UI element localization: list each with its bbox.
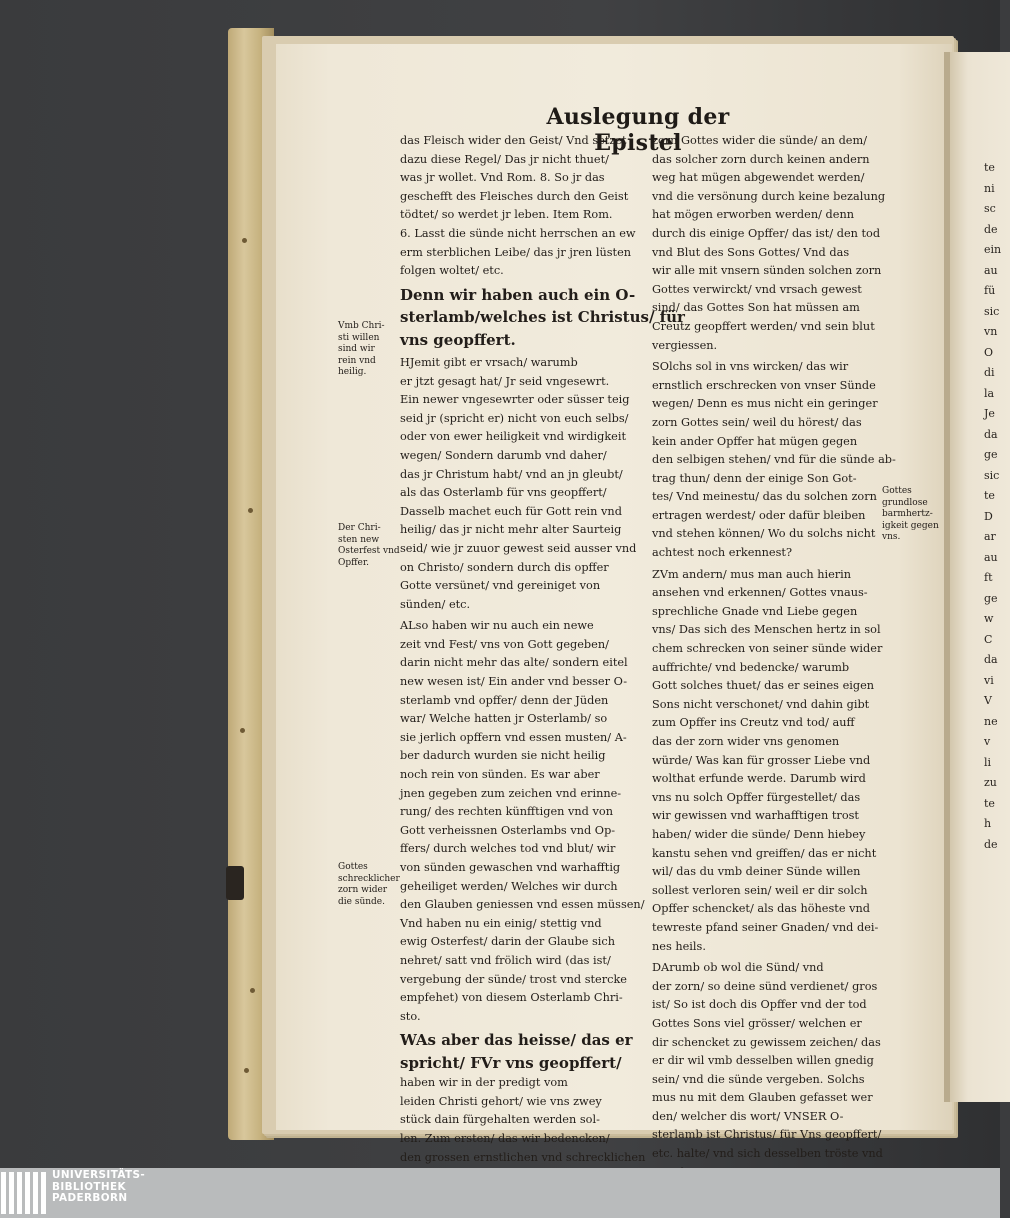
text-line: SOlchs sol in vns wircken/ das wir [652, 360, 849, 374]
library-footer [0, 1168, 1000, 1218]
text-line: Sons nicht verschonet/ vnd dahin gibt [652, 697, 870, 711]
text-line: den grossen ernstlichen vnd schrecklichen [400, 1150, 646, 1164]
text-line: sterlamb ist Christus/ für Vns geopffert/ [652, 1128, 882, 1142]
text-line: sünden/ etc. [400, 597, 471, 611]
facing-page-text: zu [984, 776, 997, 789]
facing-page-text: Je [984, 407, 995, 420]
text-line: spricht/ FVr vns geopffert/ [400, 1053, 622, 1072]
text-line: als das Osterlamb für vns geopffert/ [400, 486, 607, 500]
marginal-line: sten new [338, 534, 380, 545]
facing-page-text: de [984, 222, 998, 236]
text-line: vergiessen. [652, 338, 718, 352]
text-line: wir gewissen vnd warhafftigen trost [652, 809, 859, 823]
text-line: on Christo/ sondern durch dis opffer [400, 560, 609, 574]
text-line: sind/ das Gottes Son hat müssen am [652, 301, 860, 315]
text-line: sto. [400, 1009, 421, 1023]
text-line: weg hat mügen abgewendet werden/ [652, 171, 865, 185]
marginal-line: igkeit gegen [882, 520, 939, 531]
facing-page-text: te [984, 489, 995, 502]
marginal-line: barmhertz- [882, 509, 933, 519]
facing-page-text: v [984, 735, 991, 748]
text-line: vnd Blut des Sons Gottes/ Vnd das [652, 245, 850, 259]
text-line: würde/ Was kan für grosser Liebe vnd [652, 753, 871, 767]
marginal-line: Osterfest vnd [338, 546, 400, 556]
text-line: das solcher zorn durch keinen andern [652, 152, 870, 166]
book-clasp [226, 866, 244, 900]
marginal-line: grundlose [882, 497, 928, 508]
facing-page-text: sic [984, 468, 1000, 482]
facing-page-text: au [984, 550, 998, 564]
marginal-line: die sünde. [338, 896, 385, 907]
text-line: zorn Gottes sein/ weil du hörest/ das [652, 415, 862, 429]
text-line: Ein newer vngesewrter oder süsser teig [400, 393, 630, 407]
facing-page-text: la [984, 386, 995, 400]
marginal-line: sti willen [338, 332, 380, 343]
facing-page-text: h [984, 817, 992, 830]
marginal-line: Vmb Chri- [338, 321, 385, 331]
text-line: Gott verheissnen Osterlambs vnd Op- [400, 823, 616, 837]
text-line: war/ Welche hatten jr Osterlamb/ so [400, 712, 608, 726]
text-line: Denn wir haben auch ein O- [400, 285, 636, 304]
text-line: folgen woltet/ etc. [400, 264, 504, 278]
text-line: den selbigen stehen/ vnd für die sünde ab- [652, 453, 896, 467]
text-line: empfehet) von diesem Osterlamb Chri- [400, 991, 623, 1005]
text-line: vnd die versönung durch keine bezalung [652, 189, 886, 203]
logo-line: UNIVERSITÄTS- [52, 1169, 146, 1181]
text-line: wir alle mit vnsern sünden solchen zorn [652, 264, 882, 278]
text-line: trag thun/ denn der einige Son Got- [652, 471, 857, 485]
facing-page-text: ne [984, 714, 998, 728]
text-line: geheiliget werden/ Welches wir durch [400, 879, 618, 893]
text-line: sterlamb/welches ist Christus/ für [400, 308, 685, 327]
text-line: seid/ wie jr zuuor gewest seid ausser vnd [400, 541, 637, 555]
text-line: WAs aber das heisse/ das er [400, 1031, 633, 1050]
marginal-line: schrecklicher [338, 873, 400, 884]
facing-page-text: li [984, 755, 992, 769]
logo-line: PADERBORN [52, 1192, 128, 1204]
text-line: tödtet/ so werdet jr leben. Item Rom. [400, 208, 613, 222]
text-line: erm sterblichen Leibe/ das jr jren lüsten [400, 245, 632, 259]
text-line: ist/ So ist doch dis Opffer vnd der tod [652, 998, 867, 1012]
text-line: Gotte versünet/ vnd gereiniget von [400, 579, 601, 593]
text-line: kanstu sehen vnd greiffen/ das er nicht [652, 846, 877, 860]
text-line: wegen/ Sondern darumb vnd daher/ [400, 448, 607, 462]
text-line: er jtzt gesagt hat/ Jr seid vngesewrt. [400, 374, 610, 388]
text-line: chem schrecken von seiner sünde wider [652, 642, 883, 656]
logo-line: BIBLIOTHEK [52, 1180, 126, 1193]
text-line: durch dis einige Opffer/ das ist/ den tod [652, 226, 881, 240]
text-line: Opffer schencket/ als das höheste vnd [652, 902, 870, 916]
text-line: zorn Gottes wider die sünde/ an dem/ [652, 134, 868, 147]
marginal-line: Gottes [338, 862, 368, 872]
text-line: auffrichte/ vnd bedencke/ warumb [652, 660, 850, 674]
text-line: vergebung der sünde/ trost vnd stercke [400, 972, 627, 986]
text-line: ber dadurch wurden sie nicht heilig [400, 749, 606, 763]
text-line: von sünden gewaschen vnd warhafftig [400, 861, 621, 874]
text-line: seid jr (spricht er) nicht von euch selbs/ [400, 411, 629, 425]
marginal-line: zorn wider [338, 885, 388, 895]
text-line: hat mögen erworben werden/ denn [652, 208, 854, 222]
facing-page-text: w [984, 612, 994, 625]
marginal-note [882, 486, 939, 544]
text-line: ffers/ durch welches tod vnd blut/ wir [400, 842, 616, 856]
facing-page-text: ge [984, 448, 998, 461]
text-line: HJemit gibt er vrsach/ warumb [400, 355, 578, 369]
text-line: Creutz geopffert werden/ vnd sein blut [652, 319, 875, 333]
facing-page-text: O [984, 345, 994, 359]
text-line: mus nu mit dem Glauben gefasset wer [652, 1091, 873, 1105]
text-line: tewreste pfand seiner Gnaden/ vnd dei- [652, 920, 879, 934]
text-line: Gottes Sons viel grösser/ welchen er [652, 1016, 862, 1030]
text-line: achtest noch erkennest? [652, 546, 793, 560]
text-line: haben wir in der predigt vom [400, 1076, 568, 1090]
text-line: vnd stehen können/ Wo du solchs nicht [652, 527, 876, 541]
text-line: DArumb ob wol die Sünd/ vnd [652, 961, 824, 975]
text-line: nes heils. [652, 939, 706, 953]
facing-page-text: da [984, 653, 998, 666]
text-line: Gott solches thuet/ das er seines eigen [652, 679, 875, 693]
text-line: heilig/ das jr nicht mehr alter Saurteig [400, 523, 622, 537]
marginal-line: Gottes [882, 486, 912, 496]
facing-page-text: ge [984, 591, 998, 605]
text-line: sollest verloren sein/ weil er dir solch [652, 883, 868, 897]
text-line: vns nu solch Opffer fürgestellet/ das [652, 790, 861, 804]
text-line: wil/ das du vmb deiner Sünde willen [652, 865, 861, 879]
marginal-note [338, 321, 385, 379]
facing-page-text: te [984, 161, 995, 174]
text-line: leiden Christi gehort/ wie vns zwey [400, 1094, 602, 1108]
text-line: geschefft des Fleisches durch den Geist [400, 189, 629, 203]
text-line: 6. Lasst die sünde nicht herrschen an ew [400, 226, 636, 240]
text-line: ertragen werdest/ oder dafür bleiben [652, 508, 866, 522]
text-line: dazu diese Regel/ Das jr nicht thuet/ [400, 152, 609, 166]
facing-page-text: te [984, 796, 995, 810]
text-line: oder von ewer heiligkeit vnd wirdigkeit [400, 430, 627, 444]
text-line: stück dain fürgehalten werden sol- [400, 1113, 600, 1127]
marginal-line: Opffer. [338, 557, 370, 568]
text-line: der zorn/ so deine sünd verdienet/ gros [652, 979, 878, 993]
marginal-note [338, 523, 400, 569]
text-line: noch rein von sünden. Es war aber [400, 768, 600, 782]
text-line: zeit vnd Fest/ vns von Gott gegeben/ [400, 637, 609, 651]
text-line: sprechliche Gnade vnd Liebe gegen [652, 604, 858, 618]
marginal-line: Der Chri- [338, 523, 381, 533]
text-line: ALso haben wir nu auch ein newe [400, 619, 594, 633]
text-line: zum Opffer ins Creutz vnd tod/ auff [652, 716, 855, 730]
text-line: vns/ Das sich des Menschen hertz in sol [652, 623, 881, 637]
text-line: was jr wollet. Vnd Rom. 8. So jr das [400, 171, 605, 185]
library-logo-icon [0, 1172, 48, 1214]
text-line: er dir wil vmb desselben willen gnedig [652, 1054, 874, 1068]
facing-page-text: vn [984, 325, 998, 338]
facing-page-text: ft [984, 571, 993, 584]
text-line: das jr Christum habt/ vnd an jn gleubt/ [400, 467, 623, 481]
text-line: ewig Osterfest/ darin der Glaube sich [400, 935, 615, 949]
text-line: new wesen ist/ Ein ander vnd besser O- [400, 675, 628, 689]
marginal-line: vns. [882, 532, 901, 542]
text-line: Gottes verwirckt/ vnd vrsach gewest [652, 282, 862, 296]
text-line: darin nicht mehr das alte/ sondern eitel [400, 656, 628, 670]
facing-page-text: di [984, 366, 995, 379]
text-line: haben/ wider die sünde/ Denn hiebey [652, 827, 866, 841]
text-line: das Fleisch wider den Geist/ Vnd setzet [400, 134, 627, 147]
text-line: jnen gegeben zum zeichen vnd erinne- [400, 786, 622, 800]
text-line: len. Zum ersten/ das wir bedencken/ [400, 1131, 610, 1145]
text-line: Vnd haben nu ein einig/ stettig vnd [400, 916, 602, 930]
facing-page-text: sc [984, 202, 996, 215]
text-line: das der zorn wider vns genomen [652, 735, 840, 748]
text-line: sie jerlich opffern vnd essen musten/ A- [400, 730, 627, 744]
facing-page-text: fü [984, 284, 996, 297]
right-text-column [652, 132, 896, 1201]
text-line: ZVm andern/ mus man auch hierin [652, 567, 852, 581]
running-head: Auslegung der Epistel [546, 104, 730, 156]
text-line: vns geopffert. [400, 330, 516, 349]
text-line: den/ welcher dis wort/ VNSER O- [652, 1109, 844, 1123]
text-line: sein/ vnd die sünde vergeben. Solchs [652, 1072, 865, 1086]
text-line: sterlamb vnd opffer/ denn der Jüden [400, 693, 609, 707]
facing-page-text: ein [984, 243, 1002, 256]
book-page [276, 44, 952, 1164]
facing-page-text: sic [984, 304, 1000, 318]
text-line: nehret/ satt vnd frölich wird (das ist/ [400, 953, 611, 967]
facing-page-text: C [984, 632, 993, 646]
facing-page-fragment [950, 52, 1010, 1102]
facing-page-text: au [984, 263, 998, 277]
text-line: ansehen vnd erkennen/ Gottes vnaus- [652, 586, 868, 600]
facing-page-text: de [984, 837, 998, 851]
facing-page-text: D [984, 509, 993, 523]
text-line: Dasselb machet euch für Gott rein vnd [400, 504, 622, 518]
marginal-line: rein vnd [338, 355, 376, 366]
facing-page-text: V [984, 694, 992, 707]
text-line: kein ander Opffer hat mügen gegen [652, 434, 858, 448]
facing-page-text: vi [984, 673, 994, 687]
text-line: rung/ des rechten künfftigen vnd von [400, 805, 613, 819]
marginal-line: heilig. [338, 367, 367, 377]
text-line: wolthat erfunde werde. Darumb wird [652, 772, 866, 786]
marginal-note [338, 862, 400, 908]
text-line: wegen/ Denn es mus nicht ein geringer [652, 397, 878, 411]
facing-page-text: da [984, 427, 998, 441]
facing-page-text: ni [984, 181, 995, 195]
library-logo-text [52, 1170, 145, 1205]
text-line: dir schencket zu gewissem zeichen/ das [652, 1035, 881, 1049]
facing-page-text: ar [984, 530, 996, 543]
text-line: etc. halte/ vnd sich desselben tröste vnd [652, 1147, 883, 1161]
text-line: tes/ Vnd meinestu/ das du solchen zorn [652, 490, 877, 504]
marginal-line: sind wir [338, 344, 375, 354]
text-line: ernstlich erschrecken von vnser Sünde [652, 378, 876, 392]
text-line: den Glauben geniessen vnd essen müssen/ [400, 898, 645, 912]
